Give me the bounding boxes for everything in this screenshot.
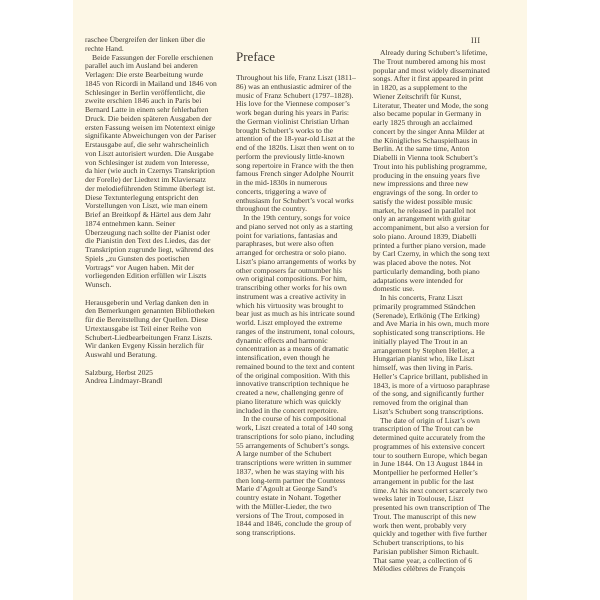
document-page xyxy=(73,0,527,600)
preface-middle-column xyxy=(236,74,356,538)
paragraph: In the 19th century, songs for voice and piano served not only as a starting point for variations, fantasias and paraphrases, but were also often arranged for orchestra or solo piano. Liszt’s piano arrangements of works by other composers far outnumber his own original compositions. For him, transcribing other works for his own instrument was a creative activity in which his virtuosity was brought to bear just as much as his intricate sound world. Liszt employed the extreme ranges of the instrument, tonal colours, dynamic effects and harmonic concentration as a means of dramatic intensification, even though he remained bound to the text and content of the original composition. With this innovative transcription technique he created a new, challenging genre of piano literature which was quickly included in the concert repertoire. xyxy=(236,213,356,415)
left-column-german xyxy=(85,36,217,386)
paragraph: Beide Fassungen der Forelle erschienen parallel auch im Ausland bei anderen Verlagen: Die erste Bearbeitung wurde 1845 von Ricordi in Mailand und 1846 von Schlesinger in Berlin veröffentlicht, die zweite erschien 1846 auch in Paris bei Bernard Latte in einem sehr fehlerhaften Druck. Die beiden späteren Ausgaben der ersten Fassung weisen im Notentext einige signifikante Abweichungen von der Pariser Erstausgabe auf, die sehr wahrscheinlich von Liszt autorisiert wurden. Die Ausgabe von Schlesinger ist zudem von Interesse, da hier (wie auch in Czernys Transkription der Forelle) der Liedtext im Klaviersatz der melodieführenden Stimme überlegt ist. Diese Textunterlegung entspricht den Vorstellungen von Liszt, wie man einem Brief an Breitkopf & Härtel aus dem Jahr 1874 entnehmen kann. Seiner Überzeugung nach sollte der Pianist oder die Pianistin den Text des Liedes, das der Transkription zugrunde liegt, während des Spiels „zu Gunsten des poetischen Vortrags“ vor Augen haben. Mit der vorliegenden Edition erfüllen wir Liszts Wunsch. xyxy=(85,52,217,289)
signature-place-date: Salzburg, Herbst 2025 xyxy=(85,367,153,377)
paragraph: In his concerts, Franz Liszt primarily programmed Ständchen (Serenade), Erlkönig (The Erlking) and Ave Maria in his own, much more sophisticated song transcriptions. He initially played The Trout in an arrangement by Stephen Heller, a Hungarian pianist who, like Liszt himself, was then living in Paris. Heller’s Caprice brillant, published in 1843, is more of a virtuoso paraphrase of the song, and significantly further removed from the original than Liszt’s Schubert song transcriptions. xyxy=(373,293,490,416)
section-title: Preface xyxy=(236,49,275,64)
paragraph: In the course of his compositional work, Liszt created a total of 140 song transcriptions for solo piano, including 55 arrangements of Schubert’s songs. A large number of the Schubert transcriptions were written in summer 1837, when he was staying with his then long-term partner the Countess Marie d’Agoult at George Sand’s country estate in Nohant. Together with the Müller-Lieder, the two versions of The Trout, composed in 1844 and 1846, conclude the group of song transcriptions. xyxy=(236,414,354,537)
paragraph: Herausgeberin und Verlag danken den in den Bemerkungen genannten Bibliotheken für die Bereitstellung der Quellen. Diese Urtextausgabe ist Teil einer Reihe von Schubert-Liedbearbeitungen Franz Liszts. Wir danken Evgeny Kissin herzlich für Auswahl und Beratung. xyxy=(85,297,215,359)
paragraph: Throughout his life, Franz Liszt (1811–86) was an enthusiastic admirer of the music of Franz Schubert (1797–1828). His love for the Viennese composer’s work began during his years in Paris: the German violinist Christian Urhan brought Schubert’s works to the attention of the 18-year-old Liszt at the end of the 1820s. Liszt then went on to perform the previously little-known song repertoire in France with the then famous French singer Adolphe Nourrit in the mid-1830s in numerous concerts, triggering a wave of enthusiasm for Schubert’s vocal works throughout the country. xyxy=(236,73,356,214)
paragraph: Already during Schubert’s lifetime, The Trout numbered among his most popular and most widely disseminated songs. After it first appeared in print in 1820, as a supplement to the Wiener Zeitschrift für Kunst, Literatur, Theater und Mode, the song also became popular in Germany in early 1825 through an acclaimed concert by the singer Anna Milder at the Königliches Schauspielhaus in Berlin. At the same time, Anton Diabelli in Vienna took Schubert’s Trout into his publishing programme, producing in the ensuing years five new impressions and three new engravings of the song. In order to satisfy the widest possible music market, he released in parallel not only an arrangement with guitar accompaniment, but also a version for solo piano. Around 1839, Diabelli printed a further piano version, made by Carl Czerny, in which the song text was placed above the notes. Not particularly demanding, both piano adaptations were intended for domestic use. xyxy=(373,48,490,294)
paragraph: The date of origin of Liszt’s own transcription of The Trout can be determined quite accurately from the programmes of his extensive concert tour to southern Europe, which began in June 1844. On 13 August 1844 in Montpellier he performed Heller’s arrangement in public for the last time. At his next concert scarcely two weeks later in Toulouse, Liszt presented his own transcription of The Trout. The manuscript of this new work then went, probably very quickly and together with five further Schubert transcriptions, to his Parisian publisher Simon Richault. That same year, a collection of 6 Mélodies célèbres de François xyxy=(373,415,490,574)
paragraph: raschee Übergreifen der linken über die rechte Hand. xyxy=(85,35,206,53)
signature-name: Andrea Lindmayr-Brandl xyxy=(85,376,163,386)
page-number: III xyxy=(471,36,481,45)
preface-right-column xyxy=(373,49,490,574)
